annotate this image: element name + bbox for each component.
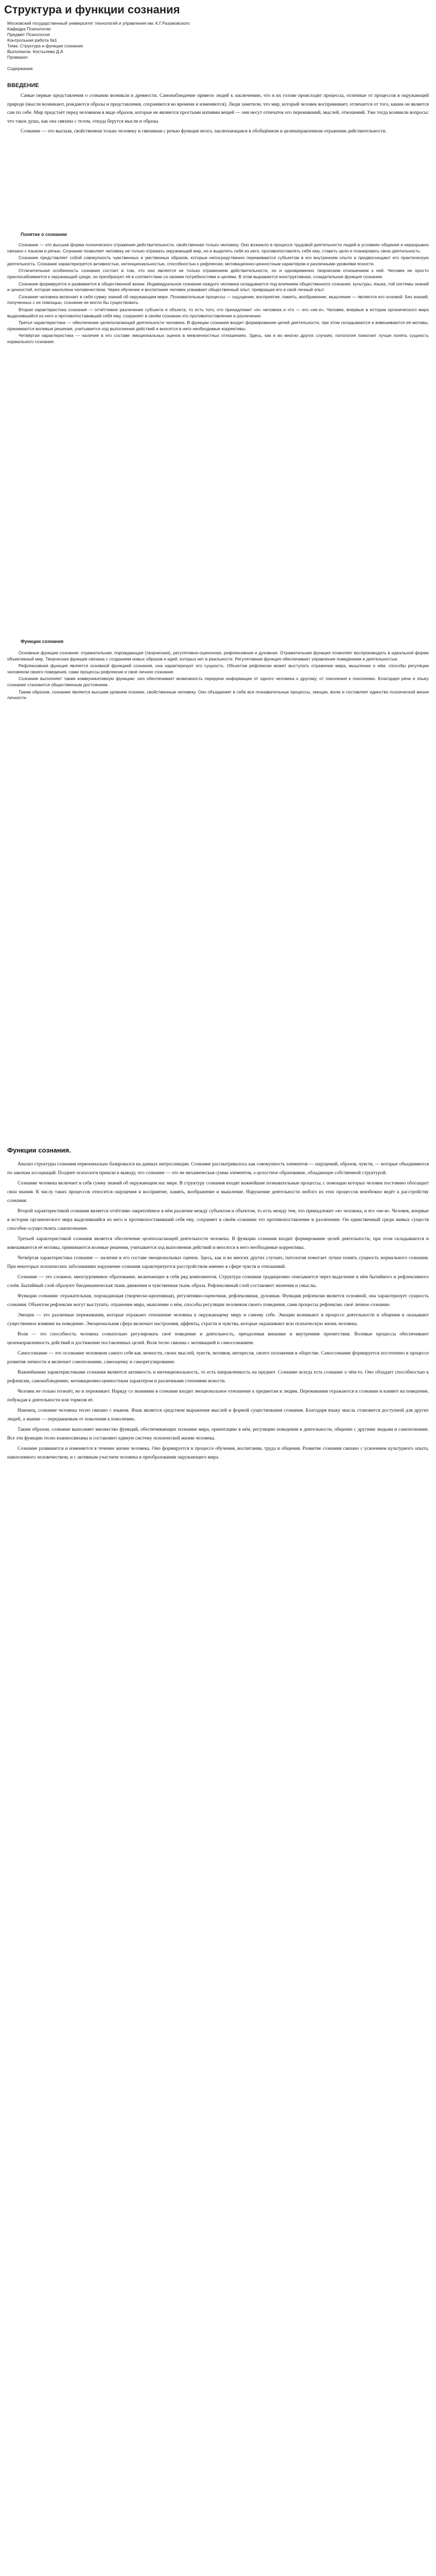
- paragraph: Таким образом, сознание выполняет множество функций, обеспечивающих познание мира, ориентацию в нём, регуляцию поведения и деятельности, общение с другими людьми и самопознание. Все эти функции тесно взаимосвязаны и составляют единую систему психической жизни человека.: [7, 1427, 429, 1441]
- functions-heading: Функции сознания: [21, 639, 64, 644]
- functions-section: [7, 650, 429, 702]
- meta-line: Выполнила: Костылева Д.А: [7, 49, 63, 54]
- paragraph: Функции сознания: отражательная, порождающая (творческо-креативная), регулятивно-оценочная, рефлексивная, духовная. Функция рефлексии является основной, она характеризует сущность сознания. Объектом рефлексии могут выступать: отражение мира, мышление о нём, способы регуляции человеком своего поведения, сами процессы рефлексии, своё личное сознание.: [7, 1294, 429, 1308]
- paragraph: Эмоции — это различные переживания, которые отражают отношение человека к окружающему миру и самому себе. Эмоции возникают в процессе деятельности и общения и оказывают существенное влияние на поведение. Эмоциональная сфера включает настроения, аффекты, страсти и чувства, которые окрашивают всю психическую жизнь человека.: [7, 1313, 429, 1327]
- meta-line: Кафедра Психологии: [7, 26, 51, 31]
- meta-line: Проверил:: [7, 55, 29, 60]
- meta-line: Контрольная работа №1: [7, 38, 57, 43]
- paragraph: Четвёртая характеристика сознания — наличие в его составе эмоциональных оценок. Здесь, как и во многих других случаях, патология помогает лучше понять сущность нормального сознания. При некоторых психических заболеваниях нарушение сознания характеризуется расстройством именно в сфере чувств и отношений.: [7, 1256, 429, 1269]
- meta-line: [7, 60, 190, 66]
- paragraph: Человек не только познаёт, но и переживает. Наряду со знаниями в сознание входит эмоциональное отношение к предметам и людям. Переживания отражаются в сознании и влияют на поведение, побуждая к деятельности или тормозя её.: [7, 1389, 429, 1403]
- paragraph: Наконец, сознание человека тесно связано с языком. Язык является средством выражения мыслей и формой существования сознания. Благодаря языку мысль становится доступной для других людей, а знание — передаваемым от поколения к поколению.: [7, 1408, 429, 1422]
- paragraph: Таким образом, сознание является высшим уровнем психики, свойственным человеку. Оно объединяет в себе все познавательные процессы, эмоции, волю и составляет единство психической жизни личности.: [7, 689, 429, 701]
- paragraph: Второй характеристикой сознания является отчётливо закреплённое в нём различие между субъектом и объектом, то есть между тем, что принадлежит «я» человека, и его «не-я». Человек, впервые в истории органического мира выделившийся из него и противопоставивший себя ему, сохраняет в своём сознании это противопоставление и различение. Он единственный среди живых существ способен осуществлять самопознание.: [7, 1209, 429, 1231]
- paragraph: Сознание выполняет также коммуникативную функцию: оно обеспечивает возможность передачи информации от одного человека к другому, от поколения к поколению. Благодаря речи и языку сознание становится общественным достоянием.: [7, 676, 429, 687]
- paragraph: Самосознание — это осознание человеком самого себя как личности, своих мыслей, чувств, мотивов, интересов, своего положения в обществе. Самосознание формируется постепенно в процессе развития личности и включает самопознание, самооценку и саморегулирование.: [7, 1351, 429, 1365]
- paragraph: Третьей характеристикой сознания является обеспечение целеполагающей деятельности человека. В функции сознания входит формирование целей деятельности, при этом складываются и взвешиваются её мотивы, принимаются волевые решения, учитывается ход выполнения действий и вносятся в него необходимые коррективы.: [7, 1236, 429, 1250]
- contents-label: Содержание: [7, 66, 33, 71]
- paragraph: Третья характеристика — обеспечение целеполагающей деятельности человека. В функции сознания входит формирование целей деятельности, при этом складываются и взвешиваются её мотивы, принимаются волевые решения, учитывается ход выполнения действий и вносятся в него необходимые коррективы.: [7, 320, 429, 331]
- functions-big-section: [7, 1160, 429, 1464]
- meta-block: [7, 21, 190, 72]
- paragraph: Четвёртая характеристика — наличие в его составе эмоциональных оценок в межличностных отношениях. Здесь, как и во многих других случаях, патология помогает лучше понять сущность нормального сознания.: [7, 333, 429, 344]
- paragraph: Вторая характеристика сознания — отчётливое различение субъекта и объекта, то есть того, что принадлежит «я» человека и что — его «не-я». Человек, впервые в истории органического мира выделившийся из него и противопоставивший себя ему, сохраняет в своём сознании это противопоставление и различение.: [7, 307, 429, 318]
- paragraph: Сознание формируется и развивается в общественной жизни. Индивидуальное сознание каждого человека складывается под влиянием общественного сознания, культуры, языка, той системы знаний и ценностей, которая накоплена человечеством. Через обучение и воспитание человек усваивает общественный опыт, превращая его в свой личный опыт.: [7, 281, 429, 293]
- paragraph: Сознание человека включает в себя сумму знаний об окружающем мире. Познавательные процессы — ощущение, восприятие, память, воображение, мышление — являются его основой. Без знаний, полученных с их помощью, сознание не могло бы существовать.: [7, 294, 429, 306]
- concept-heading: Понятие о сознании: [21, 232, 67, 237]
- meta-line: Предмет Психология: [7, 32, 50, 37]
- paragraph: Воля — это способность человека сознательно регулировать своё поведение и деятельность, преодолевая внешние и внутренние препятствия. Волевые процессы обеспечивают целенаправленность действий и достижение поставленных целей. Воля тесно связана с мотивацией и самосознанием.: [7, 1332, 429, 1346]
- paragraph: Сознание развивается и изменяется в течение жизни человека. Оно формируется в процессе обучения, воспитания, труда и общения. Развитие сознания связано с усвоением культурного опыта, накопленного человечеством, и с активным участием человека в преобразовании окружающего мира.: [7, 1446, 429, 1460]
- page-title: Структура и функции сознания: [4, 3, 180, 16]
- paragraph: Анализ структуры сознания первоначально базировался на данных интроспекции. Сознание рассматривалось как совокупность элементов — ощущений, образов, чувств, — которые объединяются по законам ассоциаций. Позднее психологи пришли к выводу, что сознание — это не механическая сумма элементов, а целостное образование, обладающее собственной структурой.: [7, 1162, 429, 1176]
- paragraph: Рефлексивная функция является основной функцией сознания, она характеризует его сущность. Объектом рефлексии может выступать отражение мира, мышление о нём, способы регуляции человеком своего поведения, сами процессы рефлексии и своё личное сознание.: [7, 663, 429, 674]
- intro-heading: ВВЕДЕНИЕ: [7, 82, 39, 89]
- paragraph: Сознание — это сложное, многоуровневое образование, включающее в себя ряд компонентов. Структура сознания традиционно описывается через выделение в нём бытийного и рефлексивного слоёв. Бытийный слой образуют биодинамическая ткань движения и чувственная ткань образа. Рефлексивный слой составляют значения и смыслы.: [7, 1275, 429, 1289]
- meta-line: Тема: Структура и функции сознания: [7, 43, 83, 48]
- concept-section: [7, 242, 429, 346]
- paragraph: Сознание представляет собой совокупность чувственных и умственных образов, которые непосредственно переживаются субъектом в его внутреннем опыте и предвосхищают его практическую деятельность. Сознание характеризуется активностью, интенциональностью, способностью к рефлексии, мотивационно-ценностным характером и различными уровнями ясности.: [7, 255, 429, 266]
- paragraph: Сознание — это высшая форма психического отражения действительности, свойственная только человеку. Оно возникло в процессе трудовой деятельности людей в условиях общения и неразрывно связано с языком и речью. Сознание позволяет человеку не только отражать окружающий мир, но и выделять себя из него, противопоставлять себя ему, ставить цели и планировать свою деятельность.: [7, 242, 429, 253]
- paragraph: Сознание человека включает в себя сумму знаний об окружающем нас мире. В структуру сознания входят важнейшие познавательные процессы, с помощью которых человек постоянно обогащает свои знания. К числу таких процессов относятся ощущения и восприятие, память, воображение и мышление. Нарушение деятельности любого из этих процессов неизбежно ведёт к расстройству сознания.: [7, 1181, 429, 1204]
- functions-big-heading: Функции сознания.: [7, 1146, 71, 1154]
- paragraph: Сознание — это высшая, свойственная только человеку и связанная с речью функция мозга, заключающаяся в обобщённом и целенаправленном отражении действительности.: [21, 129, 387, 134]
- paragraph: Важнейшими характеристиками сознания являются активность и интенциональность, то есть направленность на предмет. Сознание всегда есть сознание о чём-то. Оно обладает способностью к рефлексии, самонаблюдению, мотивационно-ценностным характером и различными степенями ясности.: [7, 1370, 429, 1384]
- meta-line: Московский государственный университет технологий и управления им. К.Г.Разумовского: [7, 21, 190, 26]
- paragraph: Отличительная особенность сознания состоит в том, что оно является не только отражением действительности, но и одновременно творческим отношением к ней. Человек не просто приспосабливается к окружающей среде, он преобразует её в соответствии со своими потребностями и целями. В этом выражается конструктивная, созидательная функция сознания.: [7, 268, 429, 279]
- intro-section: [7, 92, 429, 138]
- paragraph: Основные функции сознания: отражательная, порождающая (творческая), регулятивно-оценочная, рефлексивная и духовная. Отражательная функция позволяет воспроизводить в идеальной форме объективный мир. Творческая функция связана с созданием новых образов и идей, которых нет в реальности. Регулятивная функция обеспечивает управление поведением и деятельностью.: [7, 650, 429, 662]
- paragraph: Самые первые представления о сознании возникли в древности. Самонаблюдение привело людей к заключению, что в их голове происходят процессы, отличные от процессов в окружающей природе (мысли возникают, рождаются образы и представления, сохраняются во времени и изменяются). Люди заметили, что мир, который человек воспринимает, отличается от того, каким он является сам по себе. Мир предстаёт перед человеком в виде образов, которые не являются простыми копиями вещей — они несут отпечаток его переживаний, мыслей, отношений. Уже тогда возникли вопросы: что такое душа, как она связана с телом, откуда берутся мысли и образы.: [7, 93, 429, 124]
